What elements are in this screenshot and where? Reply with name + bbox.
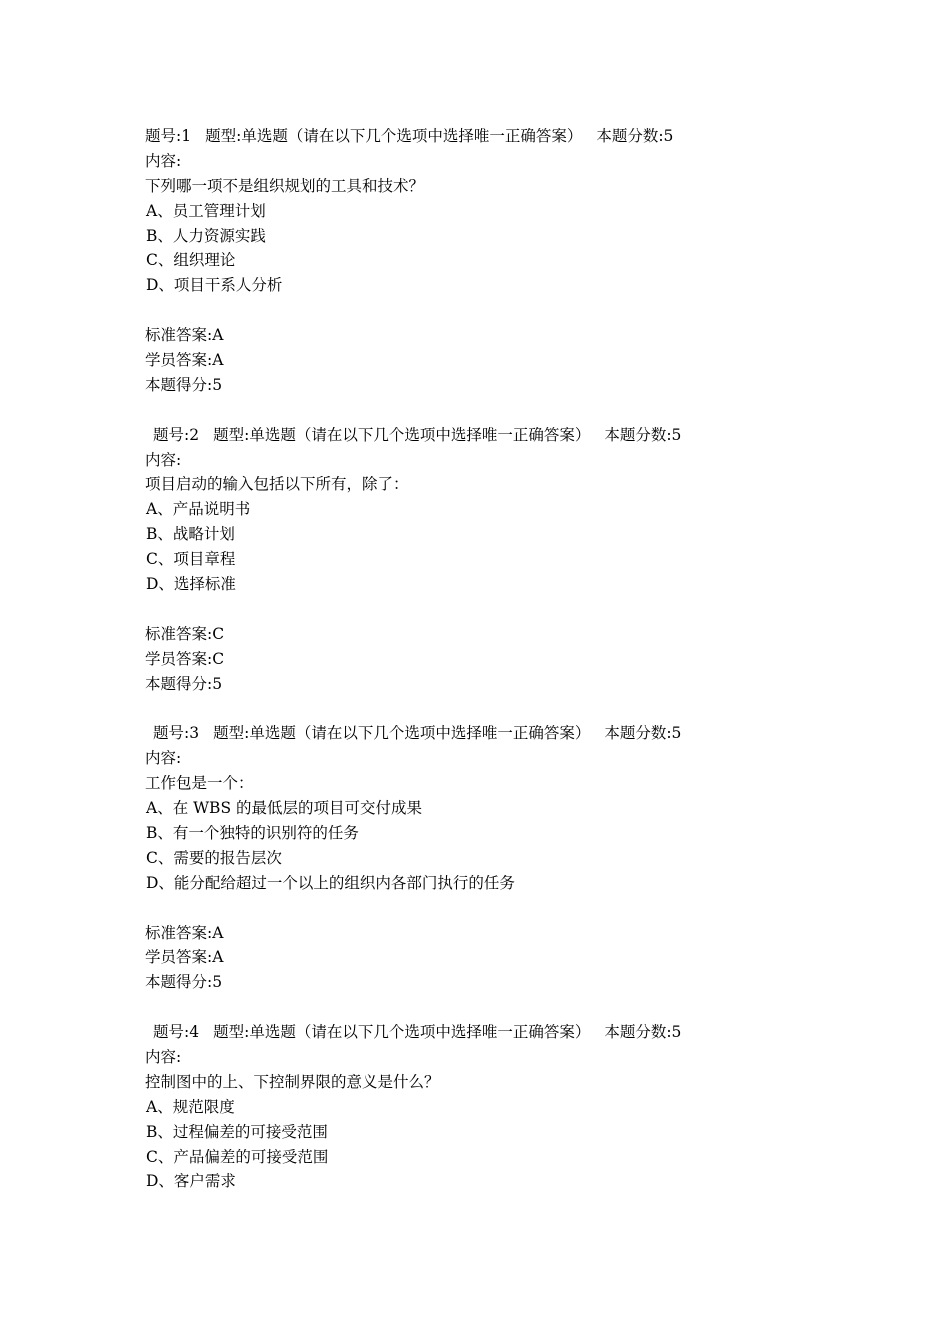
- option-c: C、项目章程: [146, 550, 236, 569]
- option-b: B、有一个独特的识别符的任务: [146, 823, 359, 842]
- option-b: B、战略计划: [146, 525, 235, 544]
- option-a: A、在 WBS 的最低层的项目可交付成果: [146, 799, 422, 818]
- option-d: D、项目干系人分析: [146, 276, 283, 295]
- option-a: A、规范限度: [146, 1097, 235, 1116]
- student-answer: 学员答案:C: [145, 649, 225, 668]
- question-block: [145, 124, 865, 423]
- question-score: 本题分数:5: [596, 127, 674, 145]
- question-type: 题型:单选题（请在以下几个选项中选择唯一正确答案）: [213, 1023, 591, 1042]
- question-stem: 工作包是一个：: [145, 774, 254, 793]
- score-obtained: 本题得分:5: [145, 674, 223, 693]
- question-number: 题号:1: [145, 127, 192, 145]
- option-a: A、员工管理计划: [146, 201, 266, 220]
- option-c: C、需要的报告层次: [146, 848, 282, 867]
- content-label: 内容:: [145, 1047, 182, 1066]
- question-block: [145, 721, 865, 1020]
- score-obtained: 本题得分:5: [145, 375, 223, 394]
- content-label: 内容:: [145, 749, 182, 768]
- question-type: 题型:单选题（请在以下几个选项中选择唯一正确答案）: [205, 127, 583, 145]
- standard-answer: 标准答案:C: [145, 624, 225, 643]
- option-c: C、组织理论: [146, 251, 236, 270]
- question-header: [145, 423, 865, 448]
- question-number: 题号:4: [153, 1023, 200, 1042]
- question-number: 题号:3: [153, 724, 200, 743]
- question-type: 题型:单选题（请在以下几个选项中选择唯一正确答案）: [213, 425, 591, 444]
- question-stem: 下列哪一项不是组织规划的工具和技术？: [145, 176, 425, 195]
- exam-document: [145, 124, 865, 1194]
- question-block: [145, 1020, 865, 1194]
- question-score: 本题分数:5: [604, 724, 682, 743]
- question-header: [145, 721, 865, 746]
- question-header: [145, 1020, 865, 1045]
- question-score: 本题分数:5: [604, 425, 682, 444]
- standard-answer: 标准答案:A: [145, 326, 224, 345]
- option-c: C、产品偏差的可接受范围: [146, 1147, 329, 1166]
- student-answer: 学员答案:A: [145, 351, 224, 370]
- question-score: 本题分数:5: [604, 1023, 682, 1042]
- content-label: 内容:: [145, 151, 182, 170]
- question-type: 题型:单选题（请在以下几个选项中选择唯一正确答案）: [213, 724, 591, 743]
- student-answer: 学员答案:A: [145, 948, 224, 967]
- option-d: D、客户需求: [146, 1172, 236, 1191]
- question-header: [145, 124, 865, 149]
- option-d: D、选择标准: [146, 575, 236, 594]
- question-stem: 控制图中的上、下控制界限的意义是什么？: [145, 1072, 440, 1091]
- content-label: 内容:: [145, 450, 182, 469]
- score-obtained: 本题得分:5: [145, 973, 223, 992]
- standard-answer: 标准答案:A: [145, 923, 224, 942]
- option-b: B、过程偏差的可接受范围: [146, 1122, 328, 1141]
- option-a: A、产品说明书: [146, 500, 251, 519]
- question-number: 题号:2: [153, 425, 200, 444]
- option-b: B、人力资源实践: [146, 226, 266, 245]
- question-block: [145, 423, 865, 722]
- option-d: D、能分配给超过一个以上的组织内各部门执行的任务: [146, 873, 515, 892]
- question-stem: 项目启动的输入包括以下所有，除了：: [145, 475, 409, 494]
